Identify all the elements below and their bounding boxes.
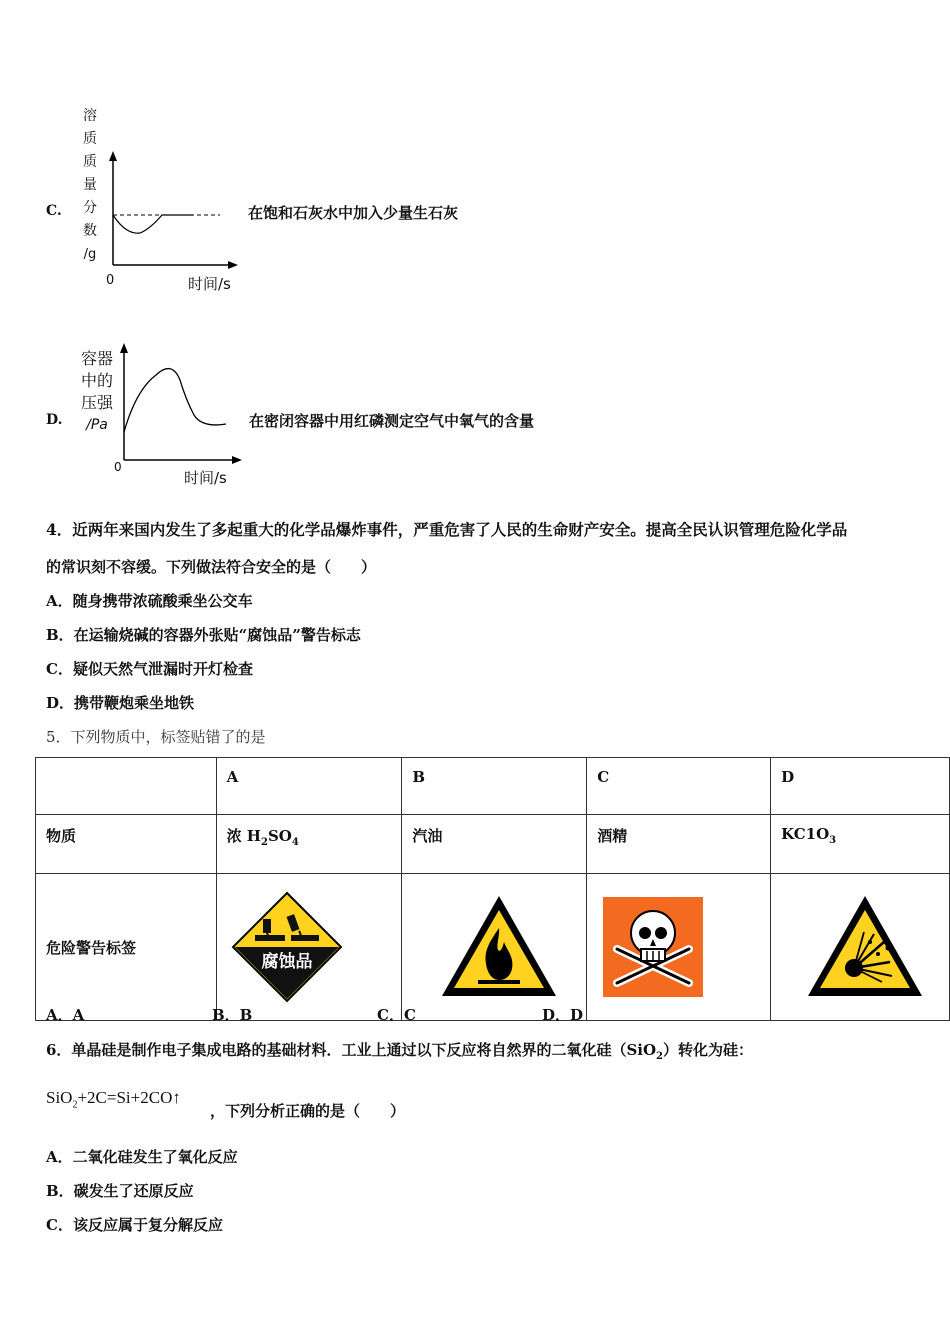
q5-stem: 5．下列物质中，标签贴错了的是: [46, 728, 266, 746]
q5-answer-a: A．A: [46, 1006, 85, 1024]
graph-d-origin: 0: [114, 460, 122, 474]
toxic-skull-sign-icon: [603, 897, 703, 997]
graph-c: [78, 105, 248, 295]
graph-d-xlabel: 时间/s: [184, 469, 227, 487]
option-d-description: 在密闭容器中用红磷测定空气中氧气的含量: [249, 412, 535, 430]
graph-c-plot: [78, 105, 248, 295]
table-substance-row: [36, 815, 950, 874]
substance-d: $KC1O_3$: [771, 815, 950, 874]
graph-c-origin: 0: [106, 273, 115, 288]
q5-table: [35, 757, 950, 1021]
corrosive-sign-icon: [227, 887, 347, 1007]
q6-question-tail: ，下列分析正确的是（ ）: [210, 1102, 406, 1120]
q4-option-a: A．随身携带浓硫酸乘坐公交车: [46, 592, 253, 610]
q6-option-c: C．该反应属于复分解反应: [46, 1216, 223, 1234]
explosive-sign-icon: [804, 892, 926, 1002]
q5-answer-c: C．C: [377, 1006, 416, 1024]
header-cell-b: B: [402, 758, 587, 815]
label-cell-a: [216, 874, 402, 1021]
graph-c-ylabel: 溶 质 质 量 分 数 /g: [83, 108, 97, 262]
option-c-letter: C.: [46, 203, 62, 219]
graph-d: [76, 340, 251, 490]
label-cell-d: [771, 874, 950, 1021]
q5-answer-d: D．D: [542, 1006, 584, 1024]
q4-option-c: C．疑似天然气泄漏时开灯检查: [46, 660, 253, 678]
substance-c: 酒精: [587, 815, 771, 874]
q6-stem: 6．单晶硅是制作电子集成电路的基础材料．工业上通过以下反应将自然界的二氧化硅（SiO$_2$）转化为硅：: [46, 1041, 754, 1062]
header-cell-d: D: [771, 758, 950, 815]
row-label-warning: 危险警告标签: [36, 874, 217, 1021]
header-cell-c: C: [587, 758, 771, 815]
svg-text:腐蚀品: 腐蚀品: [261, 952, 313, 972]
header-cell-empty: [36, 758, 217, 815]
q4-stem-line1: 4．近两年来国内发生了多起重大的化学品爆炸事件，严重危害了人民的生命财产安全。提高全民认识管理危险化学品: [46, 520, 848, 539]
row-label-substance: 物质: [36, 815, 217, 874]
q5-answer-b: B．B: [212, 1006, 253, 1024]
graph-d-ylabel: 容器 中的 压强 /Pa: [80, 349, 113, 433]
q4-option-d: D．携带鞭炮乘坐地铁: [46, 694, 195, 712]
header-cell-a: A: [216, 758, 402, 815]
flammable-sign-icon: [438, 892, 560, 1002]
substance-b: 汽油: [402, 815, 587, 874]
q6-option-a: A．二氧化硅发生了氧化反应: [46, 1148, 238, 1166]
table-label-row: [36, 874, 950, 1021]
option-d-letter: D.: [46, 412, 63, 428]
label-cell-c: [587, 874, 771, 1021]
label-cell-b: [402, 874, 587, 1021]
substance-a: 浓 $H_2SO_4$: [216, 815, 402, 874]
q4-stem-line2: 的常识刻不容缓。下列做法符合安全的是（ ）: [46, 558, 377, 576]
table-header-row: [36, 758, 950, 815]
graph-c-xlabel: 时间/s: [188, 275, 231, 293]
q6-option-b: B．碳发生了还原反应: [46, 1182, 194, 1200]
q4-option-b: B．在运输烧碱的容器外张贴“腐蚀品”警告标志: [46, 626, 361, 644]
option-c-description: 在饱和石灰水中加入少量生石灰: [248, 204, 459, 222]
q6-equation: SiO$_2$+2C=Si+2CO↑: [46, 1088, 181, 1111]
